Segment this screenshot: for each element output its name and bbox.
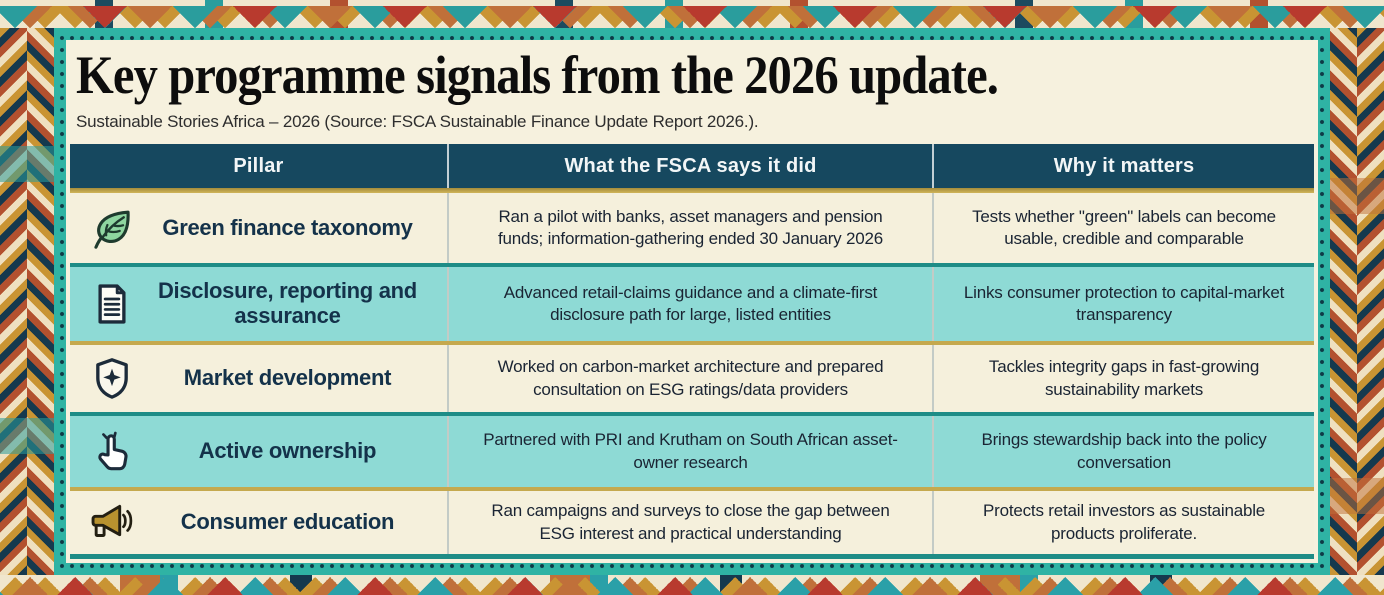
tribal-border-bottom — [0, 575, 1384, 595]
row-consumer-education — [70, 491, 1314, 559]
pillar-cell — [70, 491, 447, 554]
page-title: Key programme signals from the 2026 update. — [76, 45, 999, 105]
document-icon — [84, 276, 140, 332]
content-card — [66, 40, 1318, 563]
tribal-border-left — [0, 28, 54, 575]
pillar-label: Consumer education — [180, 509, 395, 535]
tribal-border-right — [1330, 28, 1384, 575]
col-header-why-it-matters: Why it matters — [932, 144, 1314, 188]
pillar-label: Disclosure, reporting and assurance — [157, 278, 417, 328]
why-cell: Tests whether "green" labels can become usable, credible and comparable — [932, 193, 1314, 263]
pillar-label: Active ownership — [198, 438, 377, 464]
row-market-development — [70, 345, 1314, 416]
row-active-ownership — [70, 416, 1314, 491]
why-cell: Brings stewardship back into the policy conversation — [932, 416, 1314, 487]
why-cell: Protects retail investors as sustainable products proliferate. — [932, 491, 1314, 554]
row-green-finance-taxonomy — [70, 193, 1314, 267]
table-header-row — [70, 144, 1314, 188]
col-header-pillar: Pillar — [70, 144, 447, 188]
what-cell: Partnered with PRI and Krutham on South African asset-owner research — [447, 416, 932, 487]
teal-dotted-frame — [54, 28, 1330, 575]
hand-pointer-icon — [84, 424, 140, 480]
what-cell: Worked on carbon-market architecture and prepared consultation on ESG ratings/data providers — [447, 345, 932, 412]
shield-star-icon — [84, 351, 140, 407]
what-cell: Ran a pilot with banks, asset managers and pension funds; information-gathering ended 30 January 2026 — [447, 193, 932, 263]
pillar-cell — [70, 193, 447, 263]
what-cell: Ran campaigns and surveys to close the gap between ESG interest and practical understanding — [447, 491, 932, 554]
programme-table — [70, 144, 1314, 559]
pillar-cell — [70, 267, 447, 341]
page-subtitle: Sustainable Stories Africa – 2026 (Source: FSCA Sustainable Finance Update Report 2026.). — [76, 112, 759, 131]
col-header-what-fsca-did: What the FSCA says it did — [447, 144, 932, 188]
tribal-border-top — [0, 0, 1384, 28]
pillar-cell — [70, 416, 447, 487]
what-cell: Advanced retail-claims guidance and a climate-first disclosure path for large, listed entities — [447, 267, 932, 341]
pillar-cell — [70, 345, 447, 412]
megaphone-icon — [84, 495, 140, 551]
pillar-label: Market development — [183, 365, 392, 391]
leaf-icon — [84, 200, 140, 256]
row-disclosure-reporting-assurance — [70, 267, 1314, 345]
why-cell: Links consumer protection to capital-market transparency — [932, 267, 1314, 341]
why-cell: Tackles integrity gaps in fast-growing sustainability markets — [932, 345, 1314, 412]
pillar-label: Green finance taxonomy — [162, 214, 413, 240]
